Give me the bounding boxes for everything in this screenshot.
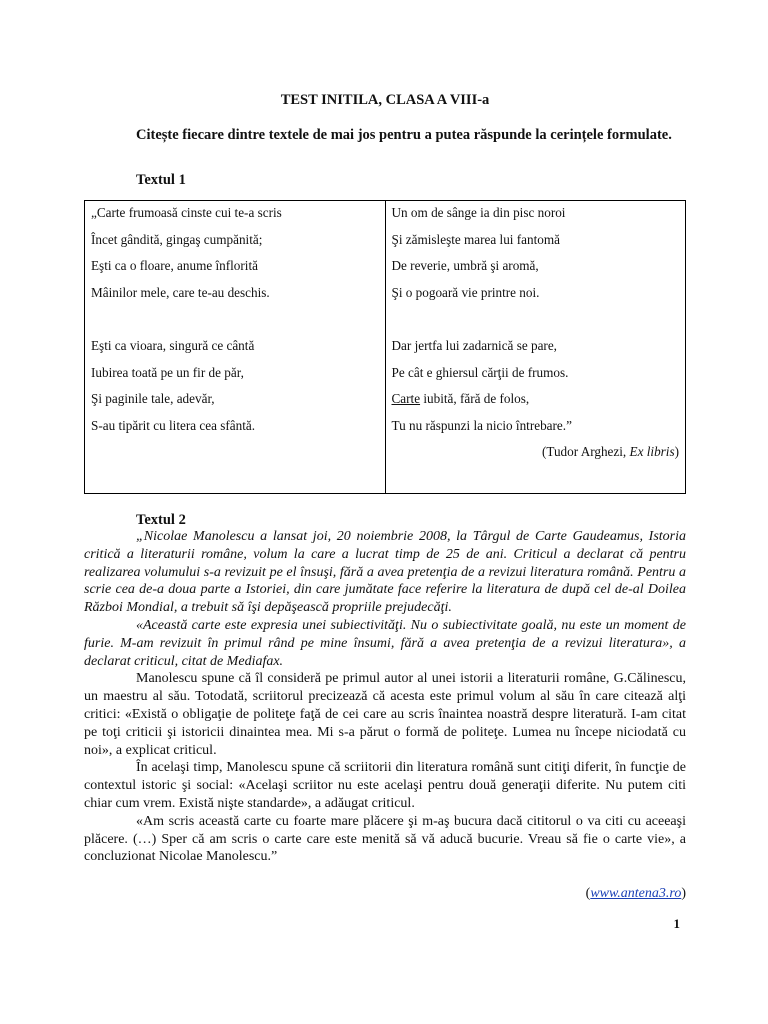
stanza-gap bbox=[392, 309, 680, 336]
verse-line: Mâinilor mele, care te-au deschis. bbox=[91, 284, 270, 300]
attribution-author: (Tudor Arghezi, bbox=[541, 444, 630, 460]
source-open: ( bbox=[585, 886, 591, 901]
verse-line: De reverie, umbră şi aromă, bbox=[391, 258, 539, 274]
paragraph: Manolescu spune că îl consideră pe primul autor al unei istorii a literaturii române, G.Călinescu, un maestru al său. Totodată, scriitorul precizează că acesta este primul volum al său în care citează alţi critici: «Există o obligaţie de politeţe faţă de cei care au scris înaintea noastră despre literatură. I-am citat pe toţi criticii şi istoricii dinaintea mea. Mi s-a părut o formă de politeţe. Lumea nu începe niciodată cu noi», a explicat criticul. bbox=[84, 671, 686, 758]
page-title: TEST INITILA, CLASA A VIII-a bbox=[280, 92, 490, 108]
source-close: ) bbox=[681, 886, 686, 901]
text1-label: Textul 1 bbox=[136, 172, 186, 188]
paragraph: În acelaşi timp, Manolescu spune că scriitorii din literatura română sunt citiţi diferit, în funcţie de contextul istoric şi social: «Acelaşi scriitor nu este acelaşi pentru două generaţii diferite. Nu putem citi chiar cum vrem. Există nişte standarde», a adăugat criticul. bbox=[84, 760, 686, 811]
paragraph: „Nicolae Manolescu a lansat joi, 20 noiembrie 2008, la Târgul de Carte Gaudeamus, Istoria critică a literaturii române, volum la care a lucrat timp de 25 de ani. Criticul a declarat că pentru realizarea volumului s-a revizuit pe el însuşi, fără a avea pretenţia de a revizui literatura română. Pentru a scrie cea de-a doua parte a Istoriei, din care jumătate face referire la literatura de după cel de-al Doilea Război Mondial, a trebuit să îşi depăşească propriile prejudecăţi. bbox=[84, 529, 686, 616]
attribution-close: ) bbox=[674, 444, 679, 460]
paragraph: «Această carte este expresia unei subiectivităţi. Nu o subiectivitate goală, nu este un moment de furie. M-am revizuit în primul rând pe mine însumi, fără a avea pretenţia de a revizui literatura», a declarat criticul, citat de Mediafax. bbox=[84, 617, 686, 669]
poem-table bbox=[84, 200, 686, 494]
verse-line: Eşti ca o floare, anume înflorită bbox=[91, 258, 258, 274]
text2-body bbox=[84, 528, 686, 866]
verse-line: Tu nu răspunzi la nicio întrebare.” bbox=[391, 417, 572, 433]
text2-label: Textul 2 bbox=[136, 512, 186, 528]
document-page bbox=[84, 0, 686, 1024]
verse-line: S-au tipărit cu litera cea sfântă. bbox=[91, 417, 256, 433]
stanza-gap bbox=[91, 309, 379, 336]
poem-left-column bbox=[85, 201, 386, 494]
poem-attribution bbox=[392, 442, 680, 462]
verse-line: Încet gândită, gingaş cumpănită; bbox=[91, 231, 263, 247]
verse-line: Dar jertfa lui zadarnică se pare, bbox=[391, 337, 557, 353]
verse-line-rest: iubită, fără de folos, bbox=[420, 391, 530, 407]
paragraph: «Am scris această carte cu foarte mare plăcere şi m-aş bucura dacă cititorul o va citi cu aceeaşi plăcere. (…) Sper că am scris o carte care este menită să vă aducă bucurie. Vreau să fie o carte vie», a concluzionat Nicolae Manolescu.” bbox=[84, 813, 686, 865]
verse-line: Un om de sânge ia din pisc noroi bbox=[391, 205, 566, 220]
verse-line: Şi o pogoară vie printre noi. bbox=[391, 284, 540, 300]
verse-line: Pe cât e ghiersul cărţii de frumos. bbox=[391, 364, 569, 380]
underlined-word: Carte bbox=[391, 391, 421, 407]
attribution-work: Ex libris bbox=[629, 444, 675, 460]
poem-right-column bbox=[385, 201, 686, 494]
page-number: 1 bbox=[673, 916, 680, 931]
verse-line: Şi zămisleşte marea lui fantomă bbox=[391, 231, 560, 247]
verse-line: Eşti ca vioara, singură ce cântă bbox=[91, 337, 255, 353]
verse-line bbox=[392, 389, 680, 416]
source-link[interactable]: www.antena3.ro bbox=[590, 886, 682, 901]
verse-line: Iubirea toată pe un fir de păr, bbox=[91, 364, 244, 380]
verse-line: „Carte frumoasă cinste cui te-a scris bbox=[91, 205, 282, 220]
verse-line: Şi paginile tale, adevăr, bbox=[91, 391, 215, 407]
instruction-text: Citește fiecare dintre textele de mai jos pentru a putea răspunde la cerințele formulate. bbox=[136, 127, 672, 143]
source-citation bbox=[586, 886, 686, 902]
